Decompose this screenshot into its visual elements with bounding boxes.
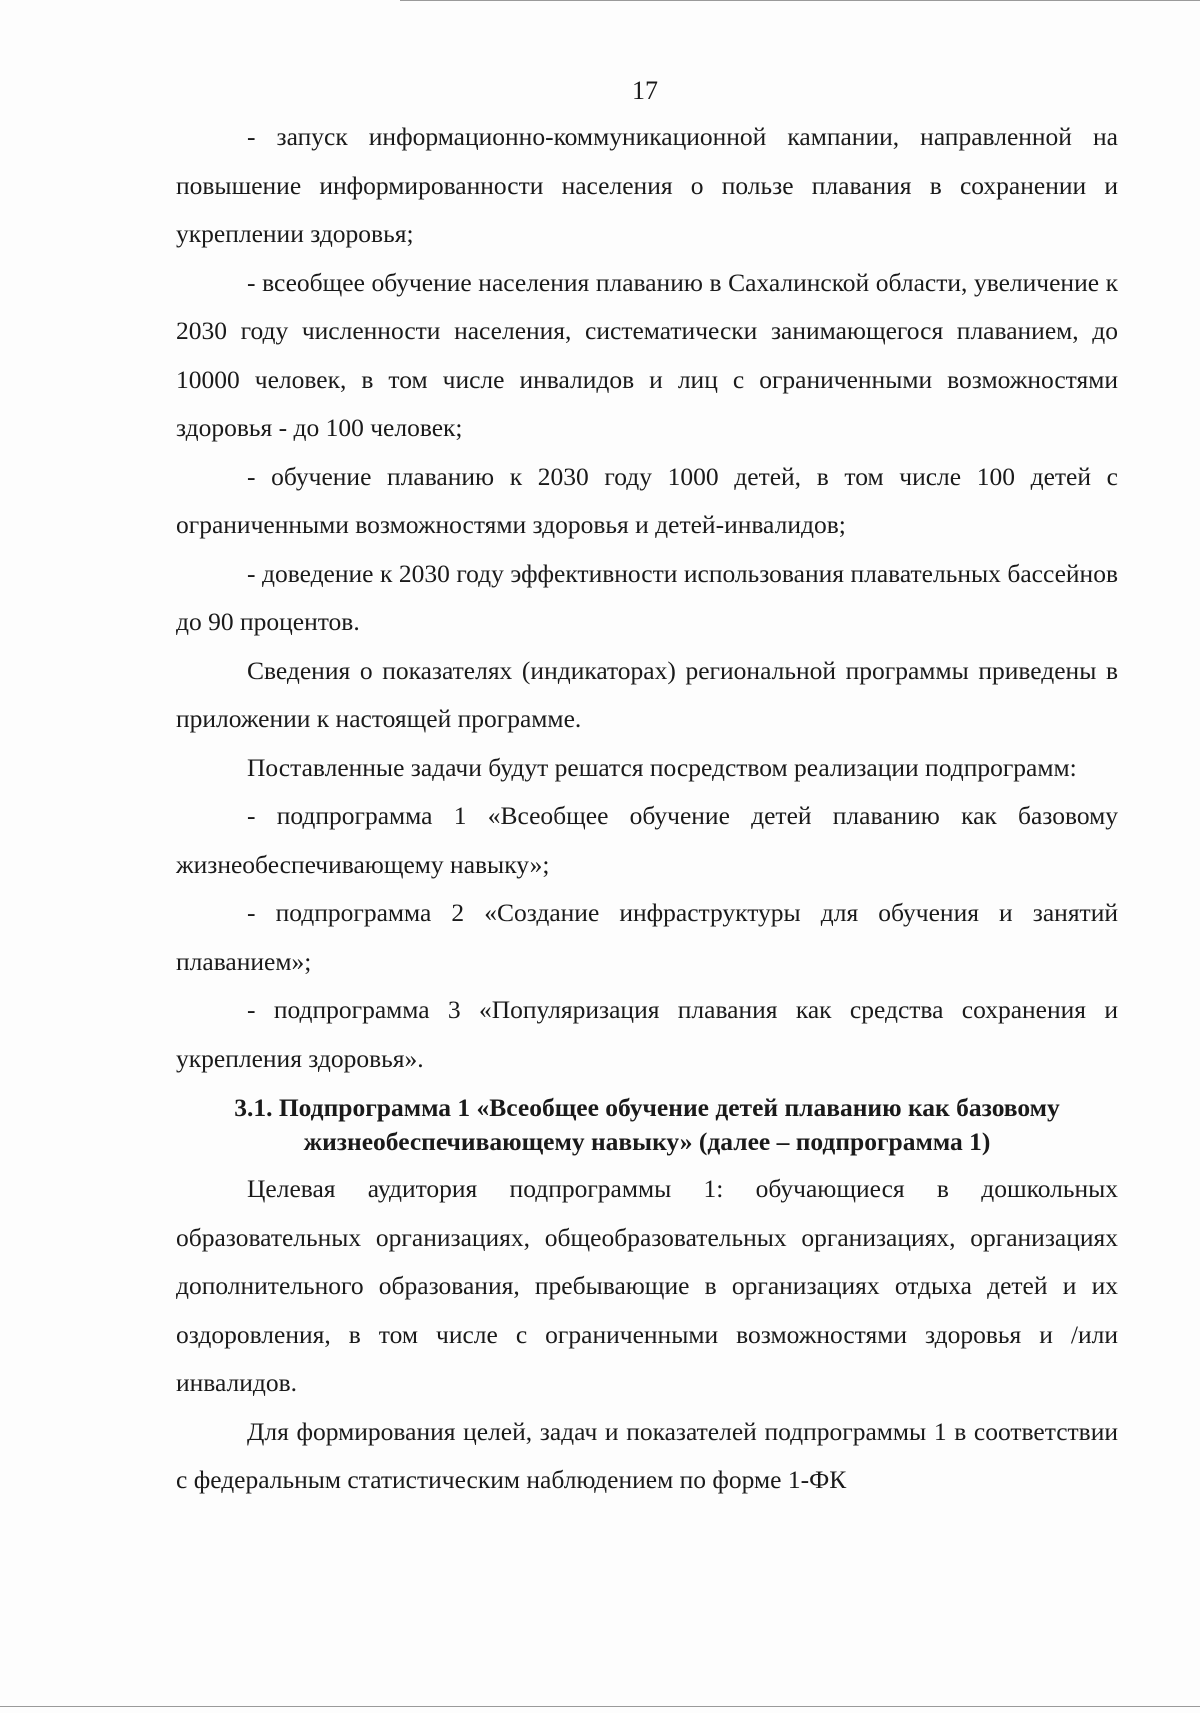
paragraph-target-audience: Целевая аудитория подпрограммы 1: обучающиеся в дошкольных образовательных организациях, общеобразовательных организациях, организациях дополнительного образования, пребывающие в организациях отдыха детей и их оздоровления, в том числе с ограниченными возможностями здоровья и /или инвалидов. (176, 1174, 1118, 1397)
top-scan-edge-line (400, 0, 1200, 1)
bottom-scan-edge-line (0, 1706, 1200, 1707)
paragraph-subprogram-1: - подпрограмма 1 «Всеобщее обучение детей плаванию как базовому жизнеобеспечивающему навыку»; (176, 801, 1118, 879)
document-body (176, 113, 1118, 1505)
section-heading (176, 1083, 1118, 1165)
section-heading-line-1: 3.1. Подпрограмма 1 «Всеобщее обучение детей плаванию как базовому (234, 1093, 1060, 1122)
paragraph-tasks-intro: Поставленные задачи будут решатся посредством реализации подпрограмм: (247, 752, 1077, 782)
paragraph-pool-efficiency: - доведение к 2030 году эффективности использования плавательных бассейнов до 90 процентов. (176, 558, 1118, 636)
paragraph-subprogram-3: - подпрограмма 3 «Популяризация плавания как средства сохранения и укрепления здоровья». (176, 995, 1118, 1073)
section-heading-line-2: жизнеобеспечивающему навыку» (далее – подпрограмма 1) (303, 1127, 991, 1156)
paragraph-information-campaign: - запуск информационно-коммуникационной кампании, направленной на повышение информированности населения о пользе плавания в сохранении и укреплении здоровья; (176, 122, 1118, 248)
paragraph-children-training: - обучение плаванию к 2030 году 1000 детей, в том числе 100 детей с ограниченными возможностями здоровья и детей-инвалидов; (176, 461, 1118, 539)
paragraph-subprogram-2: - подпрограмма 2 «Создание инфраструктуры для обучения и занятий плаванием»; (176, 898, 1118, 976)
paragraph-universal-swimming-training: - всеобщее обучение населения плаванию в Сахалинской области, увеличение к 2030 году численности населения, систематически занимающегося плаванием, до 10000 человек, в том числе инвалидов и лиц с ограниченными возможностями здоровья - до 100 человек; (176, 267, 1118, 442)
page-number: 17 (632, 76, 658, 105)
paragraph-goals-formation: Для формирования целей, задач и показателей подпрограммы 1 в соответствии с федеральным статистическим наблюдением по форме 1-ФК (176, 1416, 1118, 1494)
paragraph-indicators-info: Сведения о показателях (индикаторах) региональной программы приведены в приложении к настоящей программе. (176, 655, 1118, 733)
